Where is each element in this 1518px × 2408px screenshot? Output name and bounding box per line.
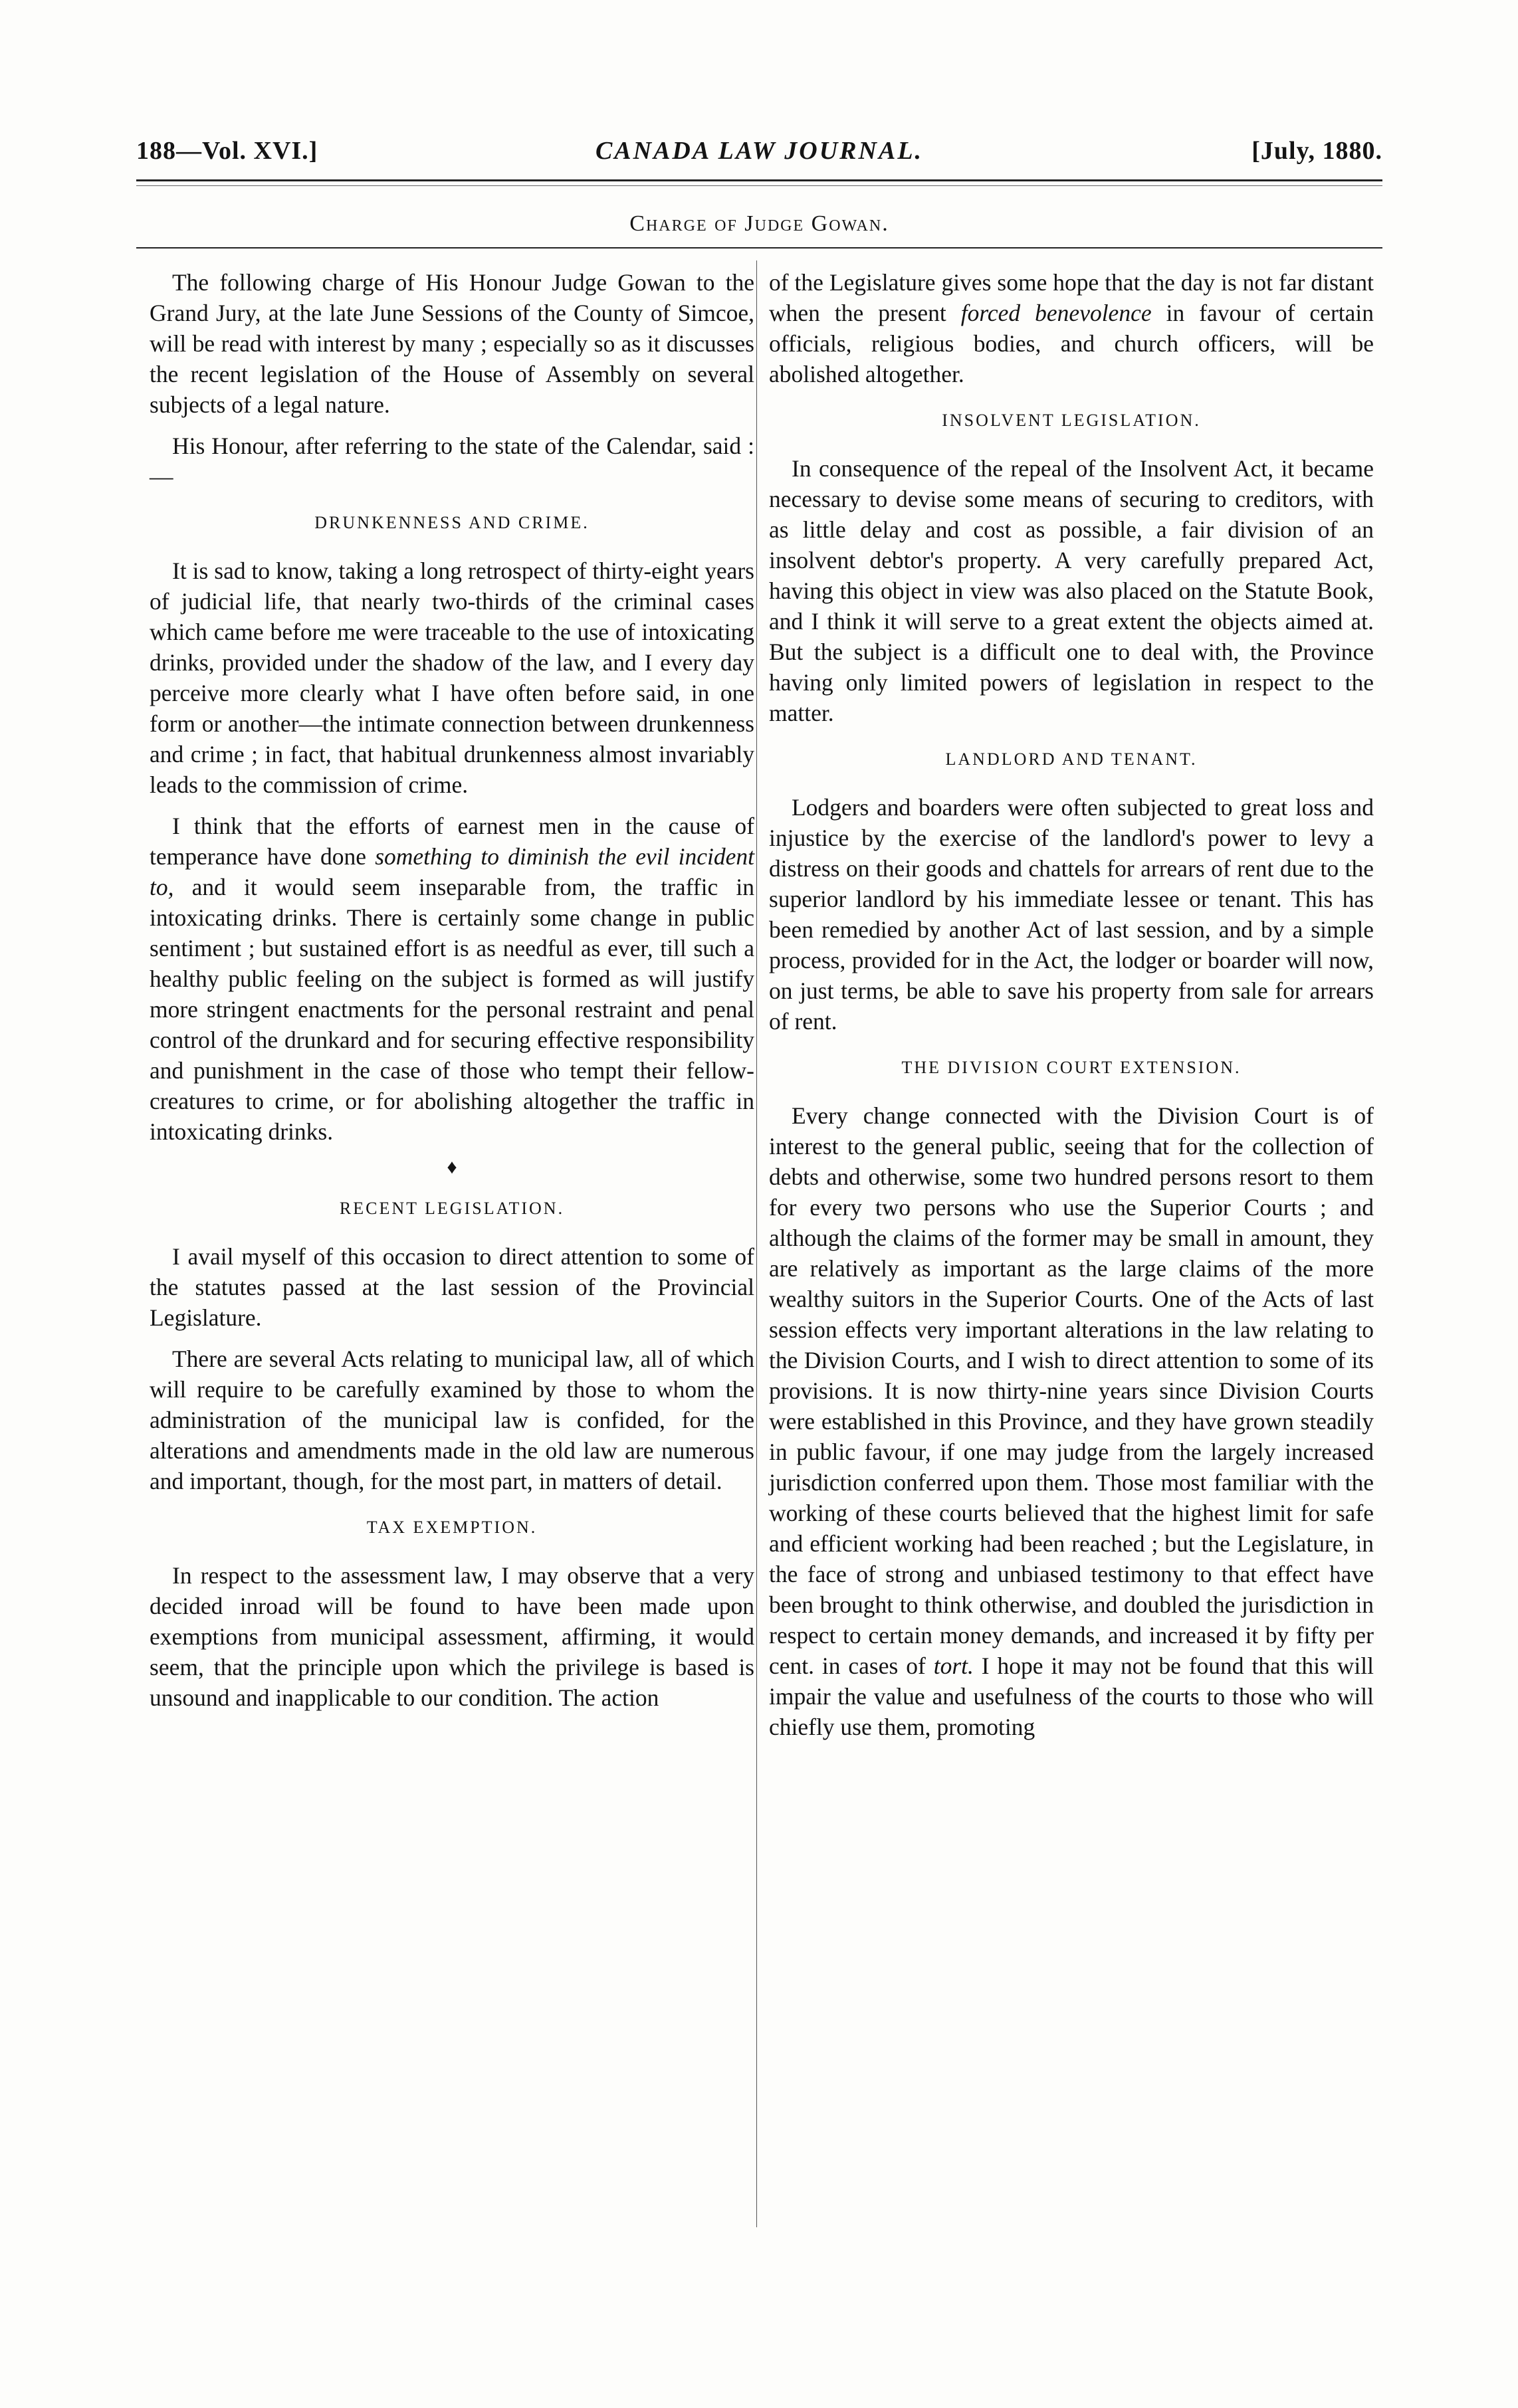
right-column: [769, 267, 1374, 1753]
drunkenness-italic: something to diminish the evil incident to,: [150, 843, 754, 900]
division-text-b: I hope it may not be found that this will impair the value and usefulness of the courts to those who will chiefly use them, promoting: [769, 1653, 1374, 1740]
journal-title: CANADA LAW JOURNAL.: [595, 137, 924, 165]
continued-italic: forced benevolence: [960, 300, 1152, 326]
tax-exemption-paragraph-1: In respect to the assessment law, I may observe that a very decided inroad will be found to have been made upon exemptions from municipal assessment, affirming, it would seem, that the principle upon which the privilege is based is unsound and inapplicable to our condition. The action: [150, 1562, 754, 1711]
issue-date: [July, 1880.: [1251, 137, 1382, 165]
section-rule: [136, 247, 1382, 249]
heading-landlord-and-tenant: LANDLORD AND TENANT.: [945, 750, 1198, 769]
ornament-diamond: ♦: [447, 1156, 457, 1178]
division-italic: tort.: [933, 1653, 974, 1679]
recent-legislation-paragraph-2: There are several Acts relating to municipal law, all of which will require to be carefully examined by those to whom the administration of the municipal law is confided, for the alterations and amendments made in the old law are numerous and important, though, for the most part, in matters of detail.: [150, 1346, 754, 1494]
division-court-paragraph-1: [769, 1100, 1374, 1742]
drunkenness-text-b: and it would seem inseparable from, the traffic in intoxicating drinks. There is certainly some change in public sentiment ; but sustained effort is as needful as ever, till such a healthy public feeling on the subject is formed as will justify more stringent enactments for the personal restraint and penal control of the drunkard and for securing effective responsibility and punishment in the case of those who tempt their fellow-creatures to crime, or for abolishing altogether the traffic in intoxicating drinks.: [150, 874, 754, 1145]
heading-tax-exemption: TAX EXEMPTION.: [366, 1518, 538, 1537]
header-rule-thin: [136, 185, 1382, 186]
running-head: [136, 136, 1382, 176]
section-title: Charge of Judge Gowan.: [629, 211, 889, 236]
landlord-paragraph-1: Lodgers and boarders were often subjected to great loss and injustice by the exercise of the landlord's power to levy a distress on their goods and chattels for arrears of rent due to the superior landlord by his immediate lessee or tenant. This has been remedied by another Act of last session, and by a simple process, provided for in the Act, the lodger or boarder will now, on just terms, be able to save his property from sale for arrears of rent.: [769, 794, 1374, 1035]
insolvent-paragraph-1: In consequence of the repeal of the Insolvent Act, it became necessary to devise some means of securing to creditors, with as little delay and cost as possible, a fair division of an insolvent debtor's property. A very carefully prepared Act, having this object in view was also placed on the Statute Book, and I think it will serve to a great extent the objects aimed at. But the subject is a difficult one to deal with, the Province having only limited powers of legislation in respect to the matter.: [769, 455, 1374, 726]
drunkenness-paragraph-1: It is sad to know, taking a long retrospect of thirty-eight years of judicial life, that nearly two-thirds of the criminal cases which came before me were traceable to the use of intoxicating drinks, provided under the shadow of the law, and I every day perceive more clearly what I have often before said, in one form or another—the intimate connection between drunkenness and crime ; in fact, that habitual drunkenness almost invariably leads to the commission of crime.: [150, 557, 754, 798]
division-text-a: Every change connected with the Division Court is of interest to the general public, seeing that for the collection of debts and otherwise, some two hundred persons resort to them for every two persons who use the Superior Courts ; and although the claims of the former may be small in amount, they are relatively as important as the large claims of the more wealthy suitors in the Superior Courts. One of the Acts of last session effects very important alterations in the law relating to the Division Courts, and I wish to direct attention to some of its provisions. It is now thirty-nine years since Division Courts were established in this Province, and they have grown steadily in public favour, if one may judge from the largely increased jurisdiction conferred upon them. Those most familiar with the working of these courts believed that the highest limit for safe and efficient working had been reached ; but the Legislature, in the face of strong and unbiased testimony to that effect have been brought to think otherwise, and doubled the jurisdiction in respect to certain money demands, and increased it by fifty per cent. in cases of: [769, 1102, 1374, 1679]
heading-insolvent-legislation: INSOLVENT LEGISLATION.: [942, 411, 1201, 430]
header-rule-thick: [136, 179, 1382, 181]
left-column: [150, 267, 754, 1724]
continued-text-a: of the Legislature gives some hope that the day is not far distant when the present: [769, 269, 1374, 326]
heading-division-court-extension: THE DIVISION COURT EXTENSION.: [901, 1058, 1242, 1077]
page-volume-label: 188—Vol. XVI.]: [136, 137, 318, 165]
continued-text-b: in favour of certain officials, religious bodies, and church officers, will be abolished altogether.: [769, 300, 1374, 387]
drunkenness-paragraph-2: [150, 811, 754, 1147]
recent-legislation-paragraph-1: I avail myself of this occasion to direct attention to some of the statutes passed at the last session of the Provincial Legislature.: [150, 1243, 754, 1331]
intro-paragraph-2: His Honour, after referring to the state of the Calendar, said :—: [150, 433, 754, 490]
column-divider: [756, 260, 757, 2227]
drunkenness-text-a: I think that the efforts of earnest men in the cause of temperance have done: [150, 813, 754, 870]
intro-paragraph-1: The following charge of His Honour Judge Gowan to the Grand Jury, at the late June Sessions of the County of Simcoe, will be read with interest by many ; especially so as it discusses the recent legislation of the House of Assembly on several subjects of a legal nature.: [150, 269, 754, 418]
continued-paragraph: [769, 267, 1374, 389]
heading-drunkenness-and-crime: DRUNKENNESS AND CRIME.: [314, 513, 590, 532]
heading-recent-legislation: RECENT LEGISLATION.: [339, 1199, 565, 1218]
